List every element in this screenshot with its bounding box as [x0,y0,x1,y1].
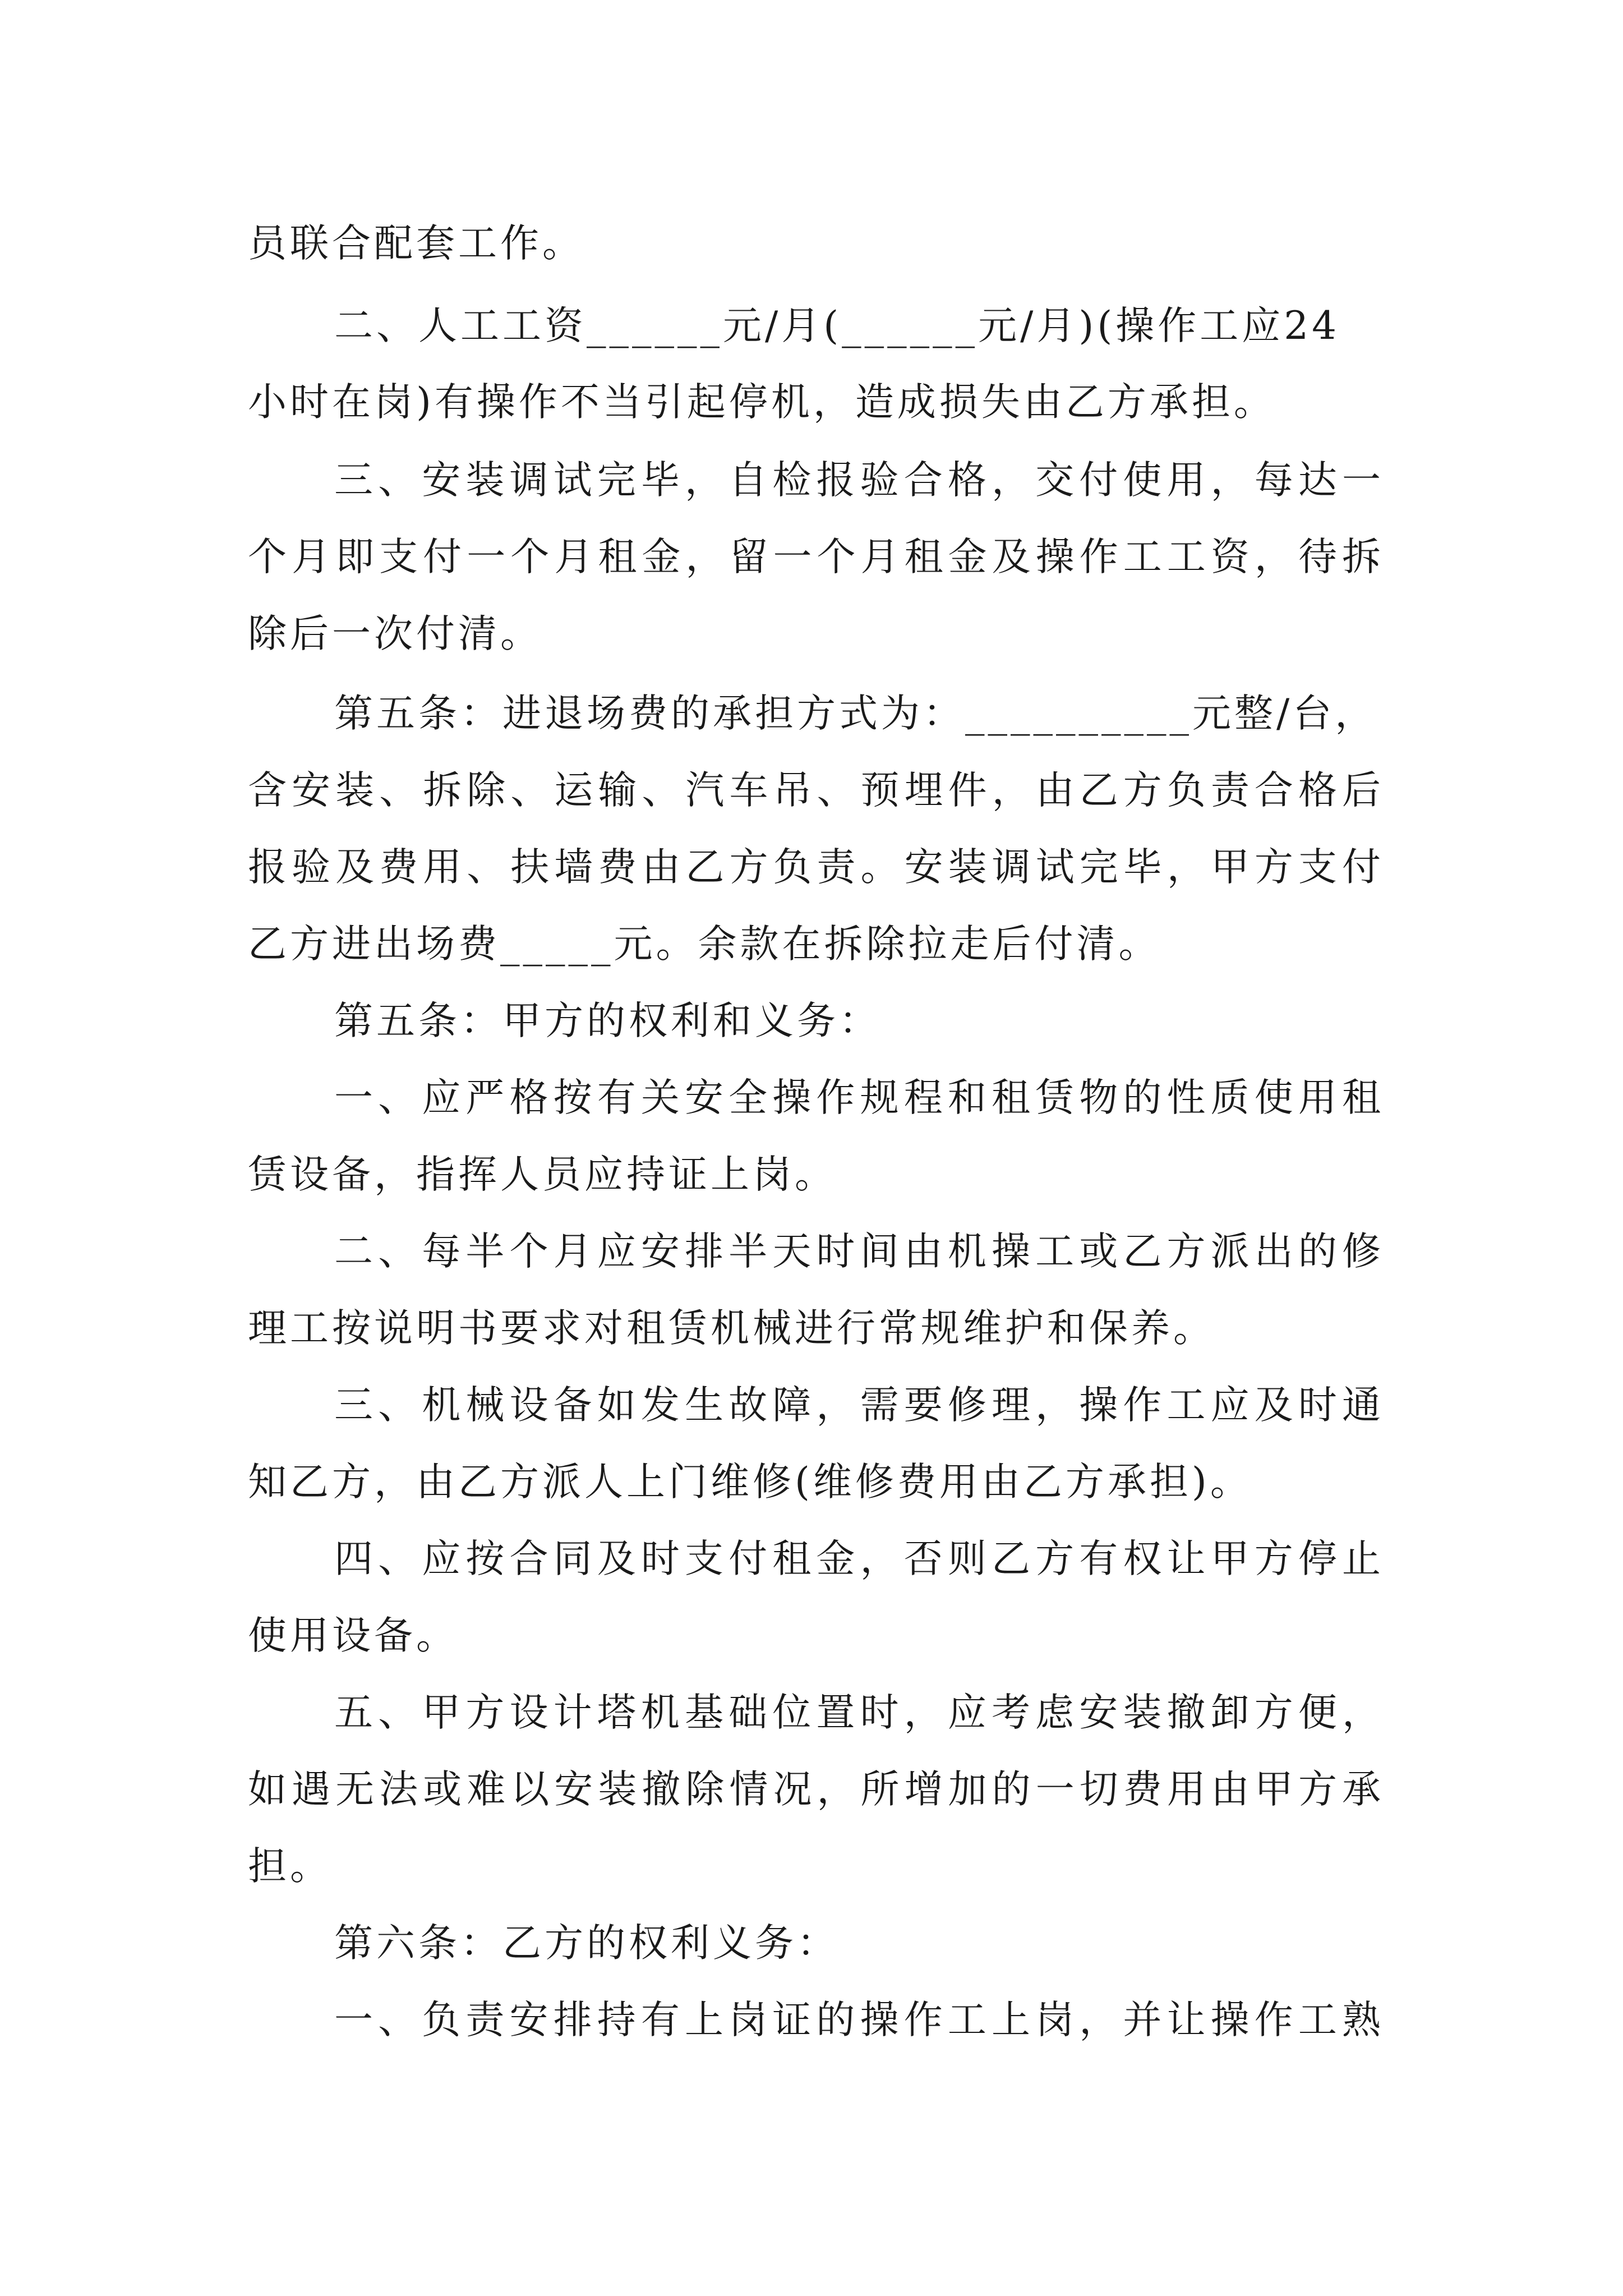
text-line: 四、应按合同及时支付租金，否则乙方有权让甲方停止 [334,1536,1381,1581]
text-line: 赁设备，指挥人员应持证上岗。 [248,1152,837,1197]
text-line: 员联合配套工作。 [248,221,584,266]
text-line: 小时在岗)有操作不当引起停机，造成损失由乙方承担。 [248,380,1276,425]
text-line: 除后一次付清。 [248,611,542,656]
text-line: 使用设备。 [248,1613,458,1658]
text-line: 五、甲方设计塔机基础位置时，应考虑安装撤卸方便， [334,1690,1381,1735]
text-line: 报验及费用、扶墙费由乙方负责。安装调试完毕，甲方支付 [248,845,1381,890]
text-line: 担。 [248,1844,332,1889]
section-heading: 第五条：甲方的权利和义务： [334,999,881,1043]
text-line: 二、每半个月应安排半天时间由机操工或乙方派出的修 [334,1229,1381,1274]
text-line: 知乙方，由乙方派人上门维修(维修费用由乙方承担)。 [248,1460,1252,1504]
section-heading: 第六条：乙方的权利义务： [334,1921,839,1966]
text-line: 第五条：进退场费的承担方式为：__________元整/台， [334,691,1377,736]
text-line: 乙方进出场费_____元。余款在拆除拉走后付清。 [248,922,1161,967]
text-line: 二、人工工资______元/月(______元/月)(操作工应24 [334,303,1340,348]
text-line: 一、应严格按有关安全操作规程和租赁物的性质使用租 [334,1075,1381,1120]
text-line: 一、负责安排持有上岗证的操作工上岗，并让操作工熟 [334,1998,1381,2042]
text-line: 如遇无法或难以安装撤除情况，所增加的一切费用由甲方承 [248,1767,1381,1812]
text-line: 个月即支付一个月租金，留一个月租金及操作工工资，待拆 [248,535,1381,579]
text-line: 三、安装调试完毕，自检报验合格，交付使用，每达一 [334,458,1381,503]
text-line: 含安装、拆除、运输、汽车吊、预埋件，由乙方负责合格后 [248,768,1381,813]
text-line: 三、机械设备如发生故障，需要修理，操作工应及时通 [334,1383,1381,1428]
text-line: 理工按说明书要求对租赁机械进行常规维护和保养。 [248,1306,1215,1351]
